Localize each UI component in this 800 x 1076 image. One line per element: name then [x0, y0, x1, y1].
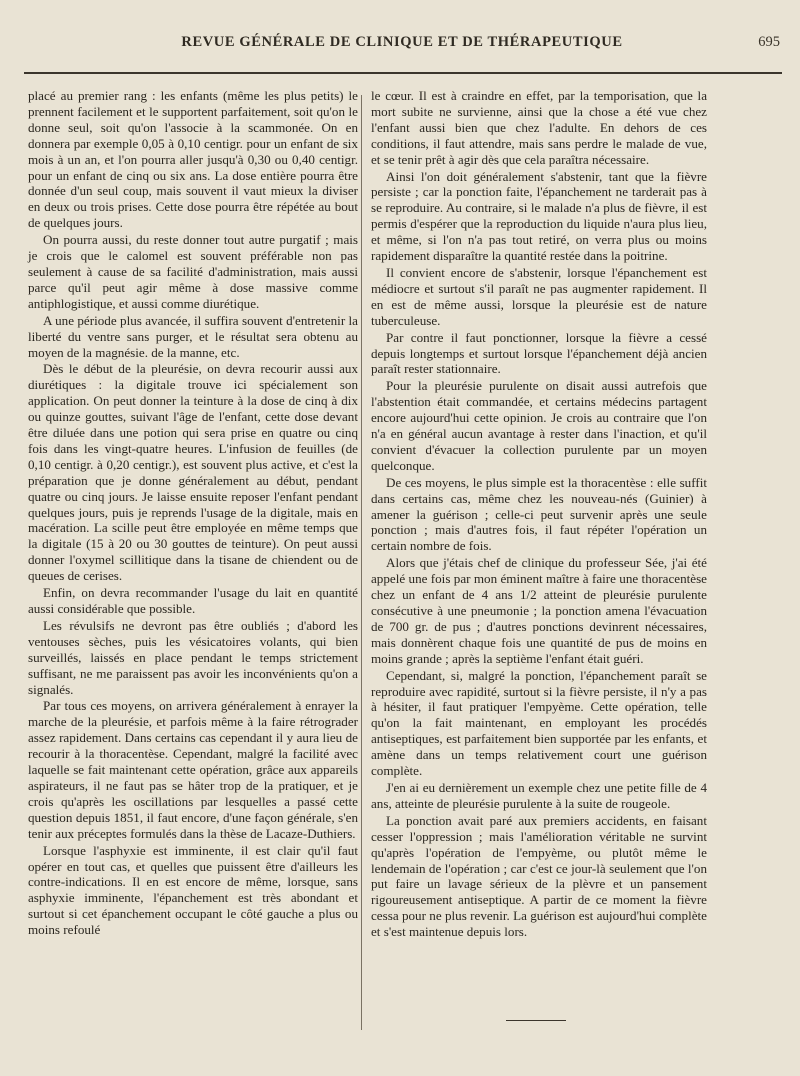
running-header	[24, 34, 780, 56]
paragraph: De ces moyens, le plus simple est la thoracentèse : elle suffit dans certains cas, même chez les nouveau-nés (Guinier) à amener la guérison ; celle-ci peut survenir après une seule ponction ; mais d'autres fois, il faut répéter l'opération un certain nombre de fois.	[371, 474, 707, 554]
paragraph: A une période plus avancée, il suffira souvent d'entretenir la liberté du ventre sans purger, et le résultat sera obtenu au moyen de la magnésie. de la manne, etc.	[28, 312, 358, 360]
paragraph: Enfin, on devra recommander l'usage du lait en quantité aussi considérable que possible.	[28, 585, 358, 616]
paragraph: Lorsque l'asphyxie est imminente, il est clair qu'il faut opérer en tout cas, et quelles que puissent être d'ailleurs les contre-indications. Il en est encore de même, lorsque, sans asphyxie imminente, l'épanchement est très abondant et surtout si cet épanchement occupant le côté gauche a plus ou moins refoulé	[28, 842, 358, 938]
left-column	[28, 88, 358, 939]
paragraph: J'en ai eu dernièrement un exemple chez une petite fille de 4 ans, atteinte de pleurésie purulente à la suite de rougeole.	[371, 779, 707, 811]
page-number: 695	[758, 34, 780, 50]
end-of-article-rule	[506, 1020, 566, 1021]
paragraph: Dès le début de la pleurésie, on devra recourir aussi aux diurétiques : la digitale trouve ici spécialement son application. On peut donner la teinture à la dose de cinq à dix ou quinze gouttes, suivant l'âge de l'enfant, cette dose devant être diluée dans une potion qui sera prise en quatre ou cinq fois dans les vingt-quatre heures. L'infusion de feuilles (de 0,10 centigr. à 0,20 centigr.), est souvent plus active, et c'est la préparation que je donne généralement au début, pendant quatre ou cinq jours. Je laisse ensuite reposer l'enfant pendant quelques jours, puis je reprends l'usage de la digitale, mais en macération. La scille peut être employée en même temps que la digitale (15 à 20 ou 30 gouttes de teinture). On peut aussi donner l'oxymel scillitique dans la tisane de chiendent ou de queues de cerises.	[28, 361, 358, 584]
paragraph: La ponction avait paré aux premiers accidents, en faisant cesser l'oppression ; mais l'amélioration véritable ne survint qu'après l'opération de l'empyème, ou plutôt même le lendemain de l'opération ; car c'est ce jour-là seulement que l'on put faire un lavage sérieux de la plèvre et un pansement rigoureusement antiseptique. A partir de ce moment la fièvre cessa pour ne plus revenir. La guérison est aujourd'hui complète et s'est maintenue depuis lors.	[371, 812, 707, 940]
header-rule	[24, 72, 782, 74]
column-divider	[361, 95, 362, 1030]
paragraph: le cœur. Il est à craindre en effet, par la temporisation, que la mort subite ne survienne, ainsi que la chose a été vue chez l'enfant aussi bien que chez l'adulte. En dehors de ces conditions, il faut attendre, mais sans perdre le malade de vue, et se tenir prêt à agir dès que cela paraîtra nécessaire.	[371, 88, 707, 167]
right-column	[371, 88, 707, 941]
paragraph: Ainsi l'on doit généralement s'abstenir, tant que la fièvre persiste ; car la ponction faite, l'épanchement ne tarderait pas à se reproduire. Au contraire, si le malade n'a plus de fièvre, il est permis d'espérer que la reproduction du liquide n'aura plus lieu, et même, si l'on n'a pas tout retiré, on verra plus ou moins rapidement disparaître la quantité restée dans la poitrine.	[371, 168, 707, 264]
paragraph: placé au premier rang : les enfants (même les plus petits) le prennent facilement et le supportent parfaitement, soit qu'on le donne seul, soit qu'on l'associe à la scammonée. On en donnera par exemple 0,05 à 0,10 centigr. pour un enfant de six mois à un an, et l'on pourra aller jusqu'à 0,30 ou 0,40 centigr. pour un enfant de cinq ou six ans. La dose entière pourra être donnée d'un seul coup, mais souvent il vaut mieux la diviser en deux ou trois prises. Cette dose pourra être répétée au bout de quelques jours.	[28, 88, 358, 231]
paragraph: Il convient encore de s'abstenir, lorsque l'épanchement est médiocre et surtout s'il paraît ne pas augmenter rapidement. Il en est de même aussi, lorsque la pleurésie est de nature tuberculeuse.	[371, 264, 707, 328]
paragraph: Par contre il faut ponctionner, lorsque la fièvre a cessé depuis longtemps et surtout lorsque l'épanchement déjà ancien paraît rester stationnaire.	[371, 329, 707, 377]
paragraph: Par tous ces moyens, on arrivera généralement à enrayer la marche de la pleurésie, et parfois même à la faire rétrograder assez rapidement. Dans certains cas cependant il y aura lieu de recourir à la thoracentèse. Cependant, malgré la facilité avec laquelle se fait maintenant cette opération, grâce aux appareils aspirateurs, il ne faut pas se hâter trop de la pratiquer, et je crois qu'après les oscillations par lesquelles a passé cette question depuis 1851, il faut encore, d'une façon générale, s'en tenir aux préceptes formulés dans la thèse de Lacaze-Duthiers.	[28, 698, 358, 841]
journal-title: REVUE GÉNÉRALE DE CLINIQUE ET DE THÉRAPEUTIQUE	[181, 34, 623, 50]
paragraph: Cependant, si, malgré la ponction, l'épanchement paraît se reproduire avec rapidité, surtout si la fièvre persiste, il n'y a pas à hésiter, il faut pratiquer l'empyème. Cette opération, telle qu'on la fait maintenant, en employant les procédés antiseptiques, est parfaitement bien supportée par les enfants, et amène dans un temps relativement court une guérison complète.	[371, 667, 707, 779]
paragraph: Alors que j'étais chef de clinique du professeur Sée, j'ai été appelé une fois par mon éminent maître à faire une thoracentèse chez un enfant de 4 ans 1/2 atteint de pleurésie purulente consécutive à une pneumonie ; la ponction amena l'évacuation de 700 gr. de pus ; d'autres ponctions devinrent nécessaires, mais donnèrent chaque fois une quantité de pus de moins en moins grande ; après la septième l'enfant était guéri.	[371, 555, 707, 666]
paragraph: On pourra aussi, du reste donner tout autre purgatif ; mais je crois que le calomel est souvent préférable non pas seulement à cause de sa facilité d'administration, mais aussi parce qu'il peut agir même à dose massive comme antiphlogistique, et aussi comme diurétique.	[28, 232, 358, 311]
paragraph: Les révulsifs ne devront pas être oubliés ; d'abord les ventouses sèches, puis les vésicatoires volants, qui bien surveillés, laissés en place pendant le temps strictement suffisant, ne me paraissent pas avoir les inconvénients qu'on a signalés.	[28, 617, 358, 697]
paragraph: Pour la pleurésie purulente on disait aussi autrefois que l'abstention était commandée, et certains médecins partagent encore aujourd'hui cette opinion. Je crois au contraire que l'on n'a en général aucun avantage à rester dans l'inaction, et qu'il convient d'évacuer la collection purulente par un moyen quelconque.	[371, 378, 707, 473]
